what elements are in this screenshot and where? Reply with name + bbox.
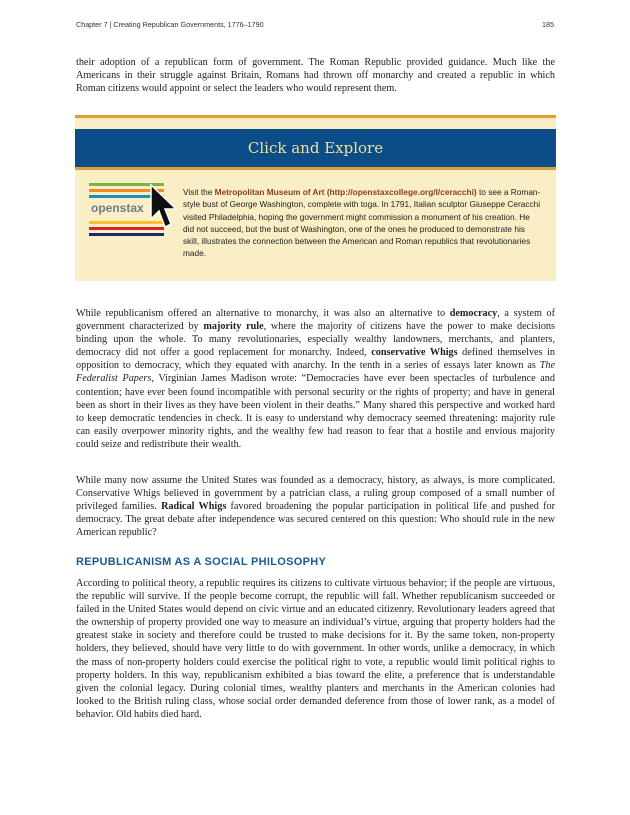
term-democracy: democracy [449, 308, 498, 319]
democracy-paragraph: While republicanism offered an alternative to monarchy, it was also an alternative to democracy, a system of government characterized by majority rule, where the majority of citizens have the power to make decisions binding upon the whole. To many revolutionaries, especially wealthy landowners, merchants, and planters, democracy did not offer a good replacement for monarchy. Indeed, conservative Whigs defined themselves in opposition to democracy, which they equated with anarchy. In the tenth in a series of essays later known as The Federalist Papers, Virginian James Madison wrote: “Democracies have ever been spectacles of turbulence and contention; have ever been found incompatible with personal security or the rights of property; and have in general been as short in their lives as they have been violent in their deaths.” Many shared this perspective and worked hard to keep democratic tendencies in check. It is easy to understand why democracy seemed threatening: majority rule can easily overpower minority rights, and the wealthy few had reason to fear that a hostile and envious majority could seize and redistribute their wealth. [76, 308, 555, 450]
social-philosophy-paragraph: According to political theory, a republic requires its citizens to cultivate virtuous behavior; if the people are virtuous, the republic will survive. If the people become corrupt, the republic will fall. Whether republicanism succeeded or failed in the United States would depend on civic virtue and an educated citizenry. Revolutionary leaders agreed that the ownership of property provided one way to measure an individual’s virtue, arguing that property holders had the greatest stake in society and therefore could be trusted to make decisions for it. By the same token, non-property holders, they believed, should have very little to do with government. In other words, unlike a democracy, in which the mass of non-property holders could exercise the political right to vote, a republic would limit political rights to property holders. In this way, republicanism exhibited a bias toward the elite, a preference that is understandable given the colonial legacy. During colonial times, wealthy planters and merchants in the American colonies had looked to the British ruling class, whose social order demanded deference from those of lower rank, as a model of behavior. Old habits died hard. [76, 578, 555, 720]
section-heading: REPUBLICANISM AS A SOCIAL PHILOSOPHY [76, 556, 327, 568]
logo-text: openstax [91, 201, 144, 215]
box-text-start: Visit the [183, 187, 215, 197]
museum-link[interactable]: Metropolitan Museum of Art (http://openstaxcollege.org/l/ceracchi) [214, 187, 477, 197]
whigs-paragraph: While many now assume the United States was founded as a democracy, history, as always, is more complicated. Conservative Whigs believed in government by a patrician class, a ruling group composed of a small number of privileged families. Radical Whigs favored broadening the popular participation in political life and pushed for democracy. The great debate after independence was secured centered on this question: Who should rule in the new American republic? [76, 475, 555, 539]
box-text-end: to see a Roman-style bust of George Washington, complete with toga. In 1791, Italian sculptor Giuseppe Ceracchi visited Philadelphia, hoping the government might commission a monument of his creation. He did not succeed, but the bust of Washington, one of the ones he produced to demonstrate his skill, illustrates the connection between the American and Roman republics that revolutionaries made. [183, 187, 541, 259]
box-description [89, 186, 543, 260]
federalist-papers-title: The Federalist Papers [76, 360, 555, 385]
box-title-underline [75, 167, 556, 170]
chapter-title: Chapter 7 | Creating Republican Governments, 1776–1790 [76, 20, 264, 29]
page-number: 185 [542, 20, 554, 29]
click-and-explore-box [75, 115, 556, 281]
term-conservative-whigs: conservative Whigs [371, 347, 458, 359]
term-radical-whigs: Radical Whigs [161, 501, 227, 513]
page-header [76, 20, 554, 32]
box-accent-line [75, 115, 556, 118]
term-majority-rule: majority rule [203, 321, 264, 333]
box-title: Click and Explore [75, 129, 556, 167]
intro-paragraph: their adoption of a republican form of government. The Roman Republic provided guidance. Much like the Americans in their struggle against Britain, Romans had thrown off monarchy and created a republic in which Roman citizens would appoint or select the leaders who would represent them. [76, 57, 555, 95]
